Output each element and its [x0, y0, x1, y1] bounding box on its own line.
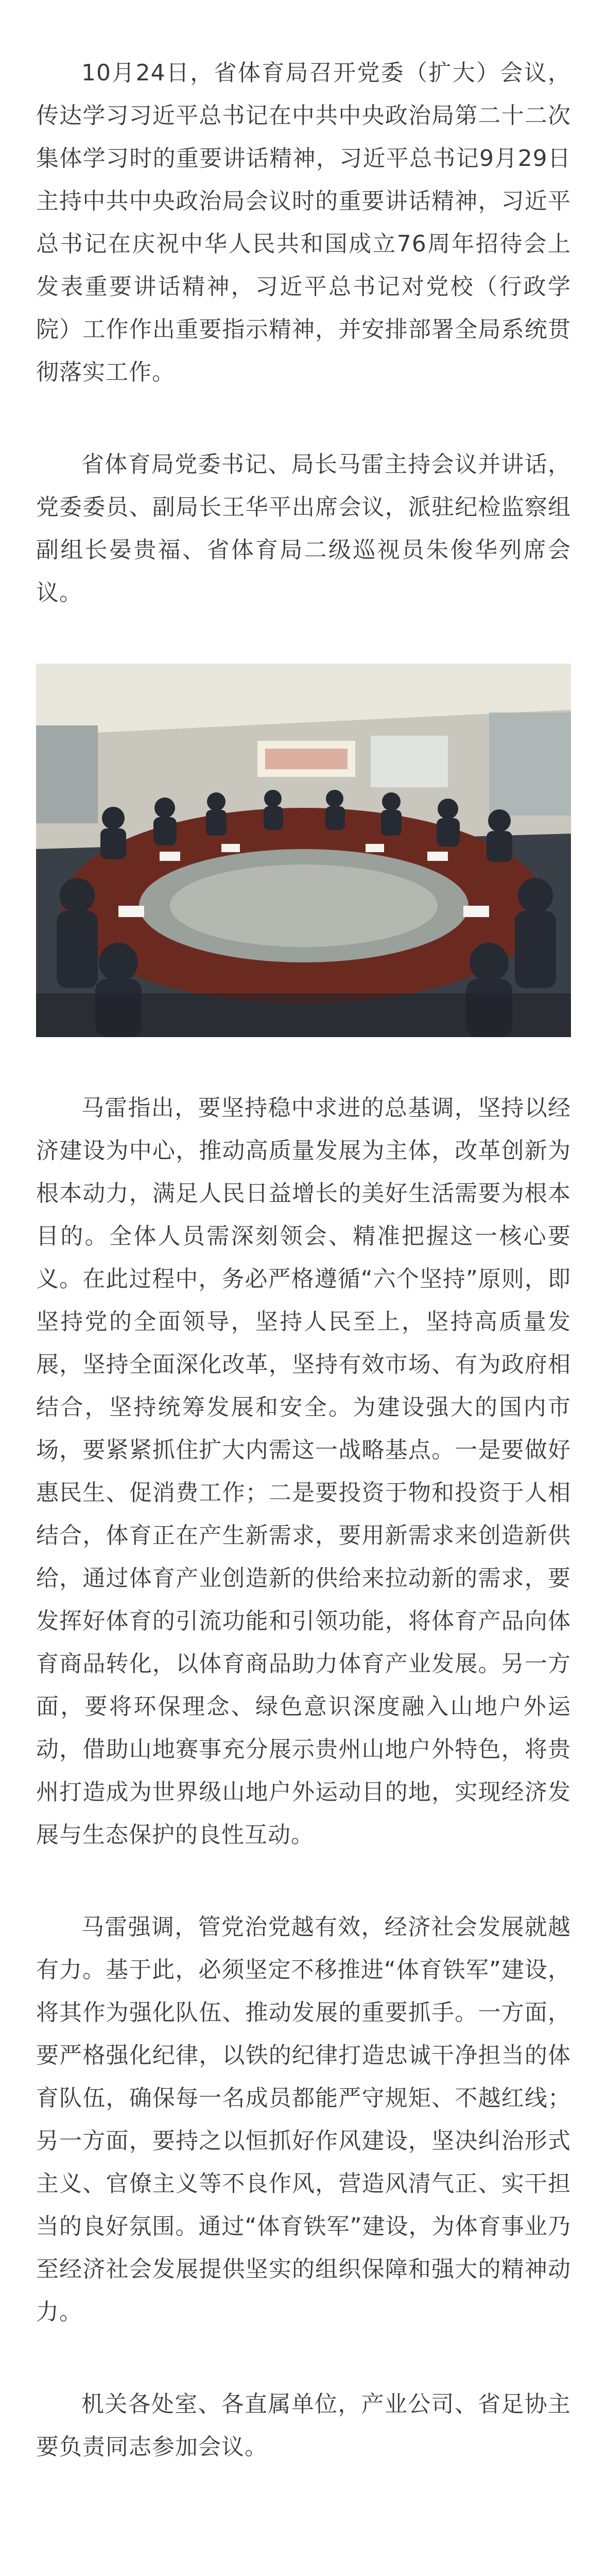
- photo-foreground-shadow: [36, 993, 571, 1037]
- paragraph-attendees: 省体育局党委书记、局长马雷主持会议并讲话，党委委员、副局长王华平出席会议，派驻纪检监察组副组长晏贵福、省体育局二级巡视员朱俊华列席会议。: [36, 451, 571, 606]
- meeting-room-image: [36, 664, 571, 1037]
- paragraph-intro: 10月24日，省体育局召开党委（扩大）会议，传达学习习近平总书记在中共中央政治局第二十二次集体学习时的重要讲话精神，习近平总书记9月29日主持中共中央政治局会议时的重要讲话精神，习近平总书记在庆祝中华人民共和国成立76周年招待会上发表重要讲话精神，习近平总书记对党校（行政学院）工作作出重要指示精神，并安排部署全局系统贯彻落实工作。: [36, 60, 571, 385]
- left-window: [36, 725, 98, 823]
- meeting-photo: [36, 664, 571, 1037]
- paragraph-remarks-party-building: 马雷强调，管党治党越有效，经济社会发展就越有力。基于此，必须坚定不移推进“体育铁军”建设，将其作为强化队伍、推动发展的重要抓手。一方面，要严格强化纪律，以铁的纪律打造忠诚干净担当的体育队伍，确保每一名成员都能严守规矩、不越红线；另一方面，要持之以恒抓好作风建设，坚决纠治形式主义、官僚主义等不良作风，营造风清气正、实干担当的良好氛围。通过“体育铁军”建设，为体育事业乃至经济社会发展提供坚实的组织保障和强大的精神动力。: [36, 1914, 571, 2325]
- paragraph-participants: 机关各处室、各直属单位，产业公司、省足协主要负责同志参加会议。: [36, 2391, 571, 2460]
- center-carpet: [170, 865, 438, 947]
- wall-screen: [371, 736, 448, 787]
- banner-text-block: [265, 749, 348, 769]
- paragraph-remarks-economy: 马雷指出，要坚持稳中求进的总基调，坚持以经济建设为中心，推动高质量发展为主体，改革创新为根本动力，满足人民日益增长的美好生活需要为根本目的。全体人员需深刻领会、精准把握这一核心要义。在此过程中，务必严格遵循“六个坚持”原则，即坚持党的全面领导，坚持人民至上，坚持高质量发展，坚持全面深化改革，坚持有效市场、有为政府相结合，坚持统筹发展和安全。为建设强大的国内市场，要紧紧抓住扩大内需这一战略基点。一是要做好惠民生、促消费工作；二是要投资于物和投资于人相结合，体育正在产生新需求，要用新需求来创造新供给，通过体育产业创造新的供给来拉动新的需求，要发挥好体育的引流功能和引领功能，将体育产品向体育商品转化，以体育商品助力体育产业发展。另一方面，要将环保理念、绿色意识深度融入山地户外运动，借助山地赛事充分展示贵州山地户外特色，将贵州打造成为世界级山地户外运动目的地，实现经济发展与生态保护的良性互动。: [36, 1095, 571, 1848]
- right-window: [489, 713, 571, 816]
